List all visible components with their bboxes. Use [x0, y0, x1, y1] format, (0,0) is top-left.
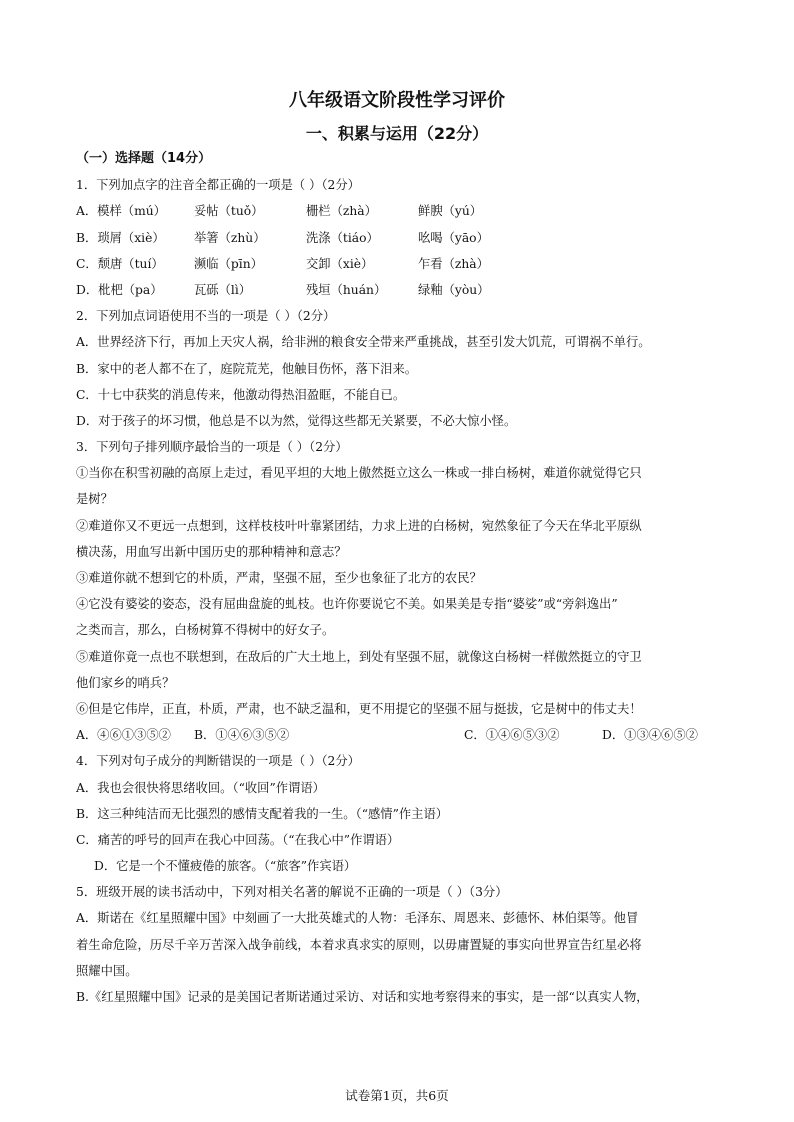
exam-body — [76, 146, 726, 1010]
option-text: 残垣（huán） — [306, 282, 387, 297]
option-text: 鲜腴（yú） — [418, 204, 483, 219]
question-5-option-a-line-3: 照耀中国。 — [76, 963, 138, 978]
question-4-option-b: B．这三种纯洁而无比强烈的感情支配着我的一生。（“感情”作主语） — [76, 806, 449, 821]
option-text: 瓦砾（lì） — [194, 282, 252, 297]
option-text: D．①③④⑥⑤② — [602, 728, 698, 743]
option-text: 栅栏（zhà） — [306, 204, 377, 219]
option-text: A．模样（mú） — [76, 204, 166, 219]
subsection-heading: （一）选择题（14分） — [76, 151, 212, 166]
sentence-2-line-2: 横决荡，用血写出新中国历史的那种精神和意志？ — [76, 544, 347, 559]
option-text: 洗涤（tiáo） — [306, 230, 379, 245]
section-heading: 一、积累与运用（22分） — [305, 124, 489, 143]
option-text: A．④⑥①③⑤② — [76, 728, 171, 743]
sentence-6: ⑥但是它伟岸，正直，朴质，严肃，也不缺乏温和，更不用提它的坚强不屈与挺拔，它是树中的伟丈夫！ — [76, 701, 642, 716]
question-5-option-a-line-1: A．斯诺在《红星照耀中国》中刻画了一大批英雄式的人物：毛泽东、周恩来、彭德怀、林伯渠等。他冒 — [76, 911, 639, 926]
sentence-2-line-1: ②难道你又不更远一点想到，这样枝枝叶叶靠紧团结，力求上进的白杨树，宛然象征了今天在华北平原纵 — [76, 518, 642, 533]
question-2-option-d: D．对于孩子的坏习惯，他总是不以为然，觉得这些都无关紧要，不必大惊小怪。 — [76, 413, 517, 428]
question-3-stem: 3．下列句子排列顺序最恰当的一项是（ ）（2分） — [76, 440, 348, 455]
question-1-option-d — [76, 277, 726, 303]
option-text: 举箸（zhù） — [194, 230, 266, 245]
page-title: 八年级语文阶段性学习评价 — [289, 90, 505, 111]
sentence-1-line-2: 是树？ — [76, 492, 113, 507]
sentence-5-line-2: 他们家乡的哨兵？ — [76, 675, 175, 690]
question-1-option-c — [76, 251, 726, 277]
option-text: 濒临（pīn） — [194, 256, 263, 271]
question-2-option-b: B．家中的老人都不在了，庭院荒芜，他触目伤怀，落下泪来。 — [76, 361, 418, 376]
option-text: 绿釉（yòu） — [418, 282, 490, 297]
option-text: 吆喝（yāo） — [418, 230, 489, 245]
question-4-option-c: C．痛苦的呼号的回声在我心中回荡。（“在我心中”作谓语） — [76, 832, 400, 847]
question-4-stem: 4．下列对句子成分的判断错误的一项是（ ）（2分） — [76, 754, 360, 769]
question-2-option-a: A．世界经济下行，再加上天灾人祸，给非洲的粮食安全带来严重挑战，甚至引发大饥荒，可谓祸不单行。 — [76, 335, 651, 350]
option-text: C．颓唐（tuí） — [76, 256, 164, 271]
option-text: C．①④⑥⑤③② — [464, 728, 560, 743]
question-4-option-a: A．我也会很快将思绪收回。（“收回”作谓语） — [76, 780, 325, 795]
question-4-option-d: D．它是一个不懂疲倦的旅客。（“旅客”作宾语） — [94, 859, 357, 874]
sentence-4-line-1: ④它没有婆娑的姿态，没有屈曲盘旋的虬枝。也许你要说它不美。如果美是专指“婆娑”或“旁斜逸出” — [76, 597, 618, 612]
question-5-option-b-line-1: B.《红星照耀中国》记录的是美国记者斯诺通过采访、对话和实地考察得来的事实，是一部“以真实人物， — [76, 990, 649, 1004]
option-text: 乍看（zhà） — [418, 256, 489, 271]
sentence-5-line-1: ⑤难道你竟一点也不联想到，在敌后的广大土地上，到处有坚强不屈，就像这白杨树一样傲然挺立的守卫 — [76, 649, 642, 664]
question-1-stem: 1．下列加点字的注音全都正确的一项是（ ）（2分） — [76, 178, 360, 193]
question-2-stem: 2．下列加点词语使用不当的一项是（ ）（2分） — [76, 309, 336, 324]
option-text: 交卸（xiè） — [306, 256, 374, 271]
question-3-options — [76, 722, 726, 748]
option-text: B．①④⑥③⑤② — [194, 728, 290, 743]
question-1-option-b — [76, 225, 726, 251]
question-2-option-c: C．十七中获奖的消息传来，他激动得热泪盈眶，不能自已。 — [76, 387, 406, 402]
sentence-3: ③难道你就不想到它的朴质，严肃，坚强不屈，至少也象征了北方的农民？ — [76, 571, 482, 585]
page-footer: 试卷第1页，共6页 — [345, 1088, 449, 1103]
option-text: D．枇杷（pa） — [76, 282, 163, 297]
question-1-option-a — [76, 198, 726, 224]
option-text: 妥帖（tuǒ） — [194, 204, 264, 219]
question-5-option-a-line-2: 着生命危险，历尽千辛万苦深入战争前线，本着求真求实的原则，以毋庸置疑的事实向世界宣告红星必将 — [76, 937, 642, 952]
option-text: B．琐屑（xiè） — [76, 230, 165, 245]
question-5-stem: 5．班级开展的读书活动中，下列对相关名著的解说不正确的一项是（ ）（3分） — [76, 885, 508, 900]
sentence-1-line-1: ①当你在积雪初融的高原上走过，看见平坦的大地上傲然挺立这么一株或一排白杨树，难道你就觉得它只 — [76, 466, 642, 481]
sentence-4-line-2: 之类而言，那么，白杨树算不得树中的好女子。 — [76, 623, 335, 638]
